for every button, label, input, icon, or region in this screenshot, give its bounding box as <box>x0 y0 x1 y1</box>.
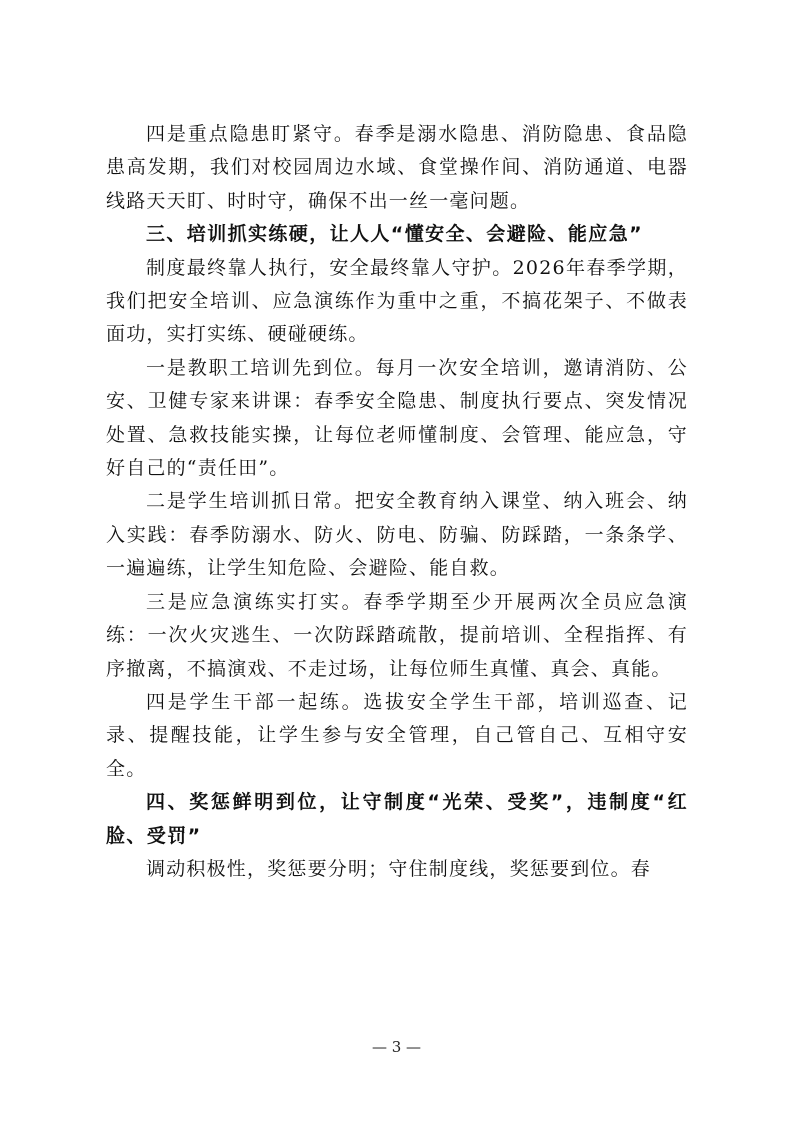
section-heading-rewards: 四、奖惩鲜明到位，让守制度“光荣、受奖”，违制度“红脸、受罚” <box>106 791 688 847</box>
paragraph-student-training: 二是学生培训抓日常。把安全教育纳入课堂、纳入班会、纳入实践：春季防溺水、防火、防电、防骗、防踩踏，一条条学、一遍遍练，让学生知危险、会避险、能自救。 <box>106 490 688 580</box>
paragraph-emergency-drills: 三是应急演练实打实。春季学期至少开展两次全员应急演练：一次火灾逃生、一次防踩踏疏散，提前培训、全程指挥、有序撤离，不搞演戏、不走过场，让每位师生真懂、真会、真能。 <box>106 590 688 680</box>
paragraph-training-intro: 制度最终靠人执行，安全最终靠人守护。2026年春季学期，我们把安全培训、应急演练作为重中之重，不搞花架子、不做表面功，实打实练、硬碰硬练。 <box>106 256 688 346</box>
section-heading-training: 三、培训抓实练硬，让人人“懂安全、会避险、能应急” <box>146 223 643 246</box>
paragraph-student-cadres: 四是学生干部一起练。选拔安全学生干部，培训巡查、记录、提醒技能，让学生参与安全管理，自己管自己、互相守安全。 <box>106 690 688 780</box>
paragraph-key-hazards: 四是重点隐患盯紧守。春季是溺水隐患、消防隐患、食品隐患高发期，我们对校园周边水域、食堂操作间、消防通道、电器线路天天盯、时时守，确保不出一丝一毫问题。 <box>106 123 688 212</box>
paragraph-rewards-intro: 调动积极性，奖惩要分明；守住制度线，奖惩要到位。春 <box>146 857 652 880</box>
page-number: — 3 — <box>371 1038 422 1056</box>
paragraph-staff-training: 一是教职工培训先到位。每月一次安全培训，邀请消防、公安、卫健专家来讲课：春季安全隐患、制度执行要点、突发情况处置、急救技能实操，让每位老师懂制度、会管理、能应急，守好自己的“责任田”。 <box>106 356 688 480</box>
document-body <box>106 118 688 886</box>
